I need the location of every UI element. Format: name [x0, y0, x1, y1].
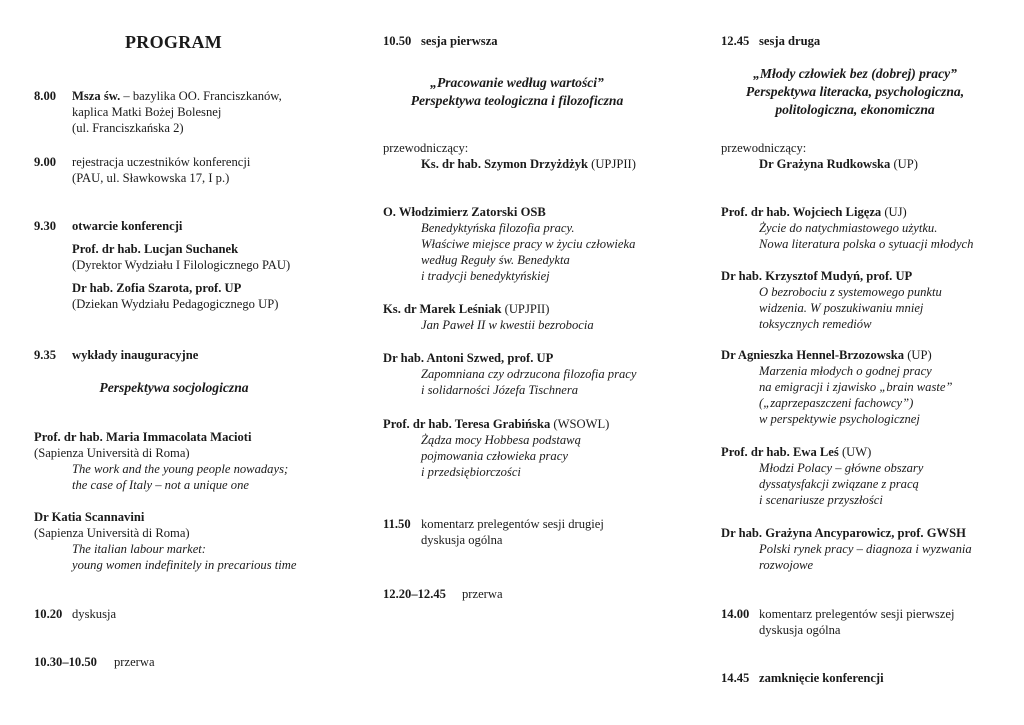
session1-speaker-2	[383, 301, 549, 317]
session2-time: 12.45	[721, 34, 750, 48]
wyklady-label: wykłady inauguracyjne	[72, 348, 199, 362]
talk-line: Życie do natychmiastowego użytku.	[759, 221, 938, 235]
scannavini-affiliation: (Sapienza Università di Roma)	[34, 526, 190, 540]
session1-comment-line2: dyskusja ogólna	[421, 533, 503, 547]
wyklady-time: 9.35	[34, 348, 57, 362]
session2-speaker-3	[721, 347, 932, 363]
talk-line: Jan Paweł II w kwestii bezrobocia	[421, 318, 594, 332]
talk-line: i solidarności Józefa Tischnera	[421, 383, 579, 397]
talk-line: Nowa literatura polska o sytuacji młodych	[759, 237, 974, 251]
session1-comment-time: 11.50	[383, 517, 411, 531]
session1-speaker-4	[383, 416, 609, 432]
closing-label: zamknięcie konferencji	[759, 671, 884, 685]
session2-comment-line2: dyskusja ogólna	[759, 623, 841, 637]
talk-line: według Reguły św. Benedykta	[421, 253, 570, 267]
speaker-name: Prof. dr hab. Teresa Grabińska	[383, 417, 551, 431]
otwarcie-time: 9.30	[34, 219, 57, 233]
session1-comment-line1: komentarz prelegentów sesji drugiej	[421, 517, 604, 531]
session2-subtitle-2: politologiczna, ekonomiczna	[775, 102, 935, 117]
rejestracja-time: 9.00	[34, 155, 57, 169]
macioti-affiliation: (Sapienza Università di Roma)	[34, 446, 190, 460]
talk-line: Benedyktyńska filozofia pracy.	[421, 221, 575, 235]
session1-chair	[421, 156, 636, 172]
session1-title: „Pracowanie według wartości”	[430, 75, 604, 90]
rejestracja-line2: (PAU, ul. Sławkowska 17, I p.)	[72, 171, 230, 185]
session1-chair-name: Ks. dr hab. Szymon Drzyżdżyk	[421, 157, 588, 171]
talk-line: O bezrobociu z systemowego punktu	[759, 285, 942, 299]
closing-time: 14.45	[721, 671, 750, 685]
session1-chair-affiliation: (UPJPII)	[588, 157, 636, 171]
przerwa1-label: przerwa	[114, 655, 155, 669]
talk-line: toksycznych remediów	[759, 317, 872, 331]
otwarcie-person2-name: Dr hab. Zofia Szarota, prof. UP	[72, 281, 242, 295]
wyklady-perspective: Perspektywa socjologiczna	[99, 380, 249, 395]
otwarcie-person2-role: (Dziekan Wydziału Pedagogicznego UP)	[72, 297, 279, 311]
speaker-affiliation: (UPJPII)	[501, 302, 550, 316]
session2-chair-affiliation: (UP)	[890, 157, 918, 171]
msza-line2: kaplica Matki Bożej Bolesnej	[72, 105, 222, 119]
talk-line: i przedsiębiorczości	[421, 465, 521, 479]
session1-subtitle: Perspektywa teologiczna i filozoficzna	[410, 93, 624, 108]
session1-label: sesja pierwsza	[421, 34, 498, 48]
session2-title: „Młody człowiek bez (dobrej) pracy”	[753, 66, 957, 81]
speaker-name: Prof. dr hab. Wojciech Ligęza	[721, 205, 882, 219]
session2-speaker-1	[721, 204, 907, 220]
speaker-name: Ks. dr Marek Leśniak	[383, 302, 502, 316]
msza-time: 8.00	[34, 89, 57, 103]
session2-comment-time: 14.00	[721, 607, 750, 621]
session2-speaker-4	[721, 444, 871, 460]
speaker-affiliation: (UW)	[838, 445, 872, 459]
session2-comment-line1: komentarz prelegentów sesji pierwszej	[759, 607, 955, 621]
session2-chair-name: Dr Grażyna Rudkowska	[759, 157, 891, 171]
talk-line: Właściwe miejsce pracy w życiu człowieka	[421, 237, 636, 251]
przerwa1-time: 10.30–10.50	[34, 655, 97, 669]
dyskusja-time: 10.20	[34, 607, 63, 621]
talk-line: i tradycji benedyktyńskiej	[421, 269, 550, 283]
talk-line: („zaprzepaszczeni fachowcy”)	[759, 396, 914, 410]
session2-speaker-2	[721, 268, 912, 284]
talk-line: Młodzi Polacy – główne obszary	[759, 461, 924, 475]
speaker-name: Dr Agnieszka Hennel-Brzozowska	[721, 348, 905, 362]
otwarcie-person1-role: (Dyrektor Wydziału I Filologicznego PAU)	[72, 258, 291, 272]
session2-label: sesja druga	[759, 34, 821, 48]
talk-line: Zapomniana czy odrzucona filozofia pracy	[421, 367, 637, 381]
speaker-name: O. Włodzimierz Zatorski OSB	[383, 205, 546, 219]
speaker-name: Dr hab. Krzysztof Mudyń, prof. UP	[721, 269, 913, 283]
talk-line: rozwojowe	[759, 558, 814, 572]
session2-subtitle-1: Perspektywa literacka, psychologiczna,	[745, 84, 965, 99]
speaker-name: Dr hab. Antoni Szwed, prof. UP	[383, 351, 554, 365]
macioti-name: Prof. dr hab. Maria Immacolata Macioti	[34, 430, 252, 444]
msza-label: Msza św.	[72, 89, 121, 103]
dyskusja-label: dyskusja	[72, 607, 117, 621]
msza-line1	[72, 88, 282, 104]
speaker-name: Dr hab. Grażyna Ancyparowicz, prof. GWSH	[721, 526, 966, 540]
speaker-name: Prof. dr hab. Ewa Leś	[721, 445, 839, 459]
otwarcie-person1-name: Prof. dr hab. Lucjan Suchanek	[72, 242, 239, 256]
talk-line: Polski rynek pracy – diagnoza i wyzwania	[759, 542, 972, 556]
macioti-talk-line1: The work and the young people nowadays;	[72, 462, 289, 476]
speaker-affiliation: (UP)	[904, 348, 932, 362]
talk-line: na emigracji i zjawisko „brain waste”	[759, 380, 953, 394]
talk-line: dyssatysfakcji związane z pracą	[759, 477, 919, 491]
scannavini-talk-line2: young women indefinitely in precarious time	[72, 558, 297, 572]
otwarcie-label: otwarcie konferencji	[72, 219, 183, 233]
przerwa2-label: przerwa	[462, 587, 503, 601]
msza-place: – bazylika OO. Franciszkanów,	[120, 89, 282, 103]
talk-line: w perspektywie psychologicznej	[759, 412, 920, 426]
session1-speaker-3	[383, 350, 553, 366]
speaker-affiliation: (WSOWL)	[550, 417, 610, 431]
przerwa2-time: 12.20–12.45	[383, 587, 446, 601]
rejestracja-line1: rejestracja uczestników konferencji	[72, 155, 251, 169]
talk-line: i scenariusze przyszłości	[759, 493, 883, 507]
session1-chair-label: przewodniczący:	[383, 141, 469, 155]
session1-time: 10.50	[383, 34, 412, 48]
scannavini-name: Dr Katia Scannavini	[34, 510, 145, 524]
program-title: PROGRAM	[125, 32, 223, 52]
speaker-affiliation: (UJ)	[881, 205, 907, 219]
talk-line: Marzenia młodych o godnej pracy	[759, 364, 932, 378]
session2-chair	[759, 156, 918, 172]
talk-line: pojmowania człowieka pracy	[421, 449, 568, 463]
msza-line3: (ul. Franciszkańska 2)	[72, 121, 184, 135]
talk-line: widzenia. W poszukiwaniu mniej	[759, 301, 924, 315]
macioti-talk-line2: the case of Italy – not a unique one	[72, 478, 249, 492]
session2-speaker-5	[721, 525, 966, 541]
scannavini-talk-line1: The italian labour market:	[72, 542, 206, 556]
session2-chair-label: przewodniczący:	[721, 141, 807, 155]
session1-speaker-1	[383, 204, 546, 220]
talk-line: Żądza mocy Hobbesa podstawą	[421, 433, 581, 447]
